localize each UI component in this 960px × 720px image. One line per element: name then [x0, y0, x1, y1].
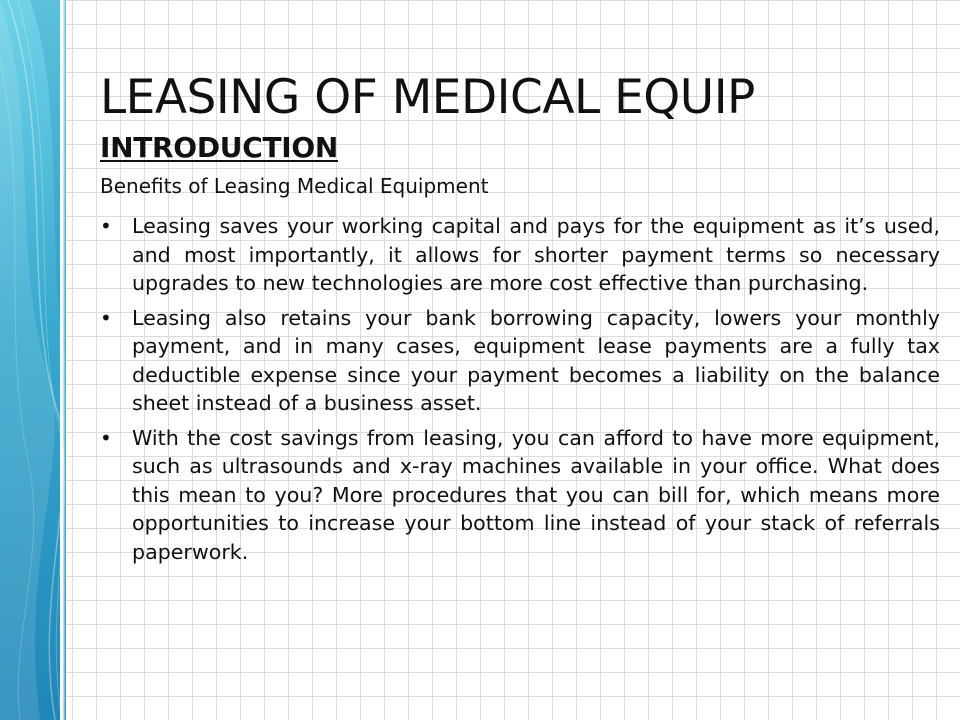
slide-content — [100, 68, 940, 572]
bullet-text: Leasing saves your working capital and pays for the equipment as it’s used, and most importantly, it allows for shorter payment terms so necessary upgrades to new technologies are more cost effective than purchasing. — [132, 214, 940, 295]
slide-subtitle: INTRODUCTION — [100, 131, 338, 164]
bullet-item — [100, 212, 940, 298]
bullet-text: Leasing also retains your bank borrowing capacity, lowers your monthly payment, and in many cases, equipment lease payments are a fully tax deductible expense since your payment becomes a liability on the balance sheet instead of a business asset. — [132, 305, 940, 415]
side-decoration-panel — [0, 0, 66, 720]
bullet-icon: • — [100, 425, 112, 450]
bullet-item — [100, 424, 940, 567]
slide-title: LEASING OF MEDICAL EQUIP — [100, 70, 755, 125]
section-heading: Benefits of Leasing Medical Equipment — [100, 174, 489, 198]
bullet-item — [100, 304, 940, 418]
side-panel-edge — [60, 0, 66, 720]
bullet-text: With the cost savings from leasing, you can afford to have more equipment, such as ultrasounds and x-ray machines available in your office. What does this mean to you? More procedures that you can bill for, which means more opportunities to increase your bottom line instead of your stack of referrals paperwork. — [132, 425, 940, 564]
bullet-list — [100, 212, 940, 566]
bullet-icon: • — [100, 214, 112, 238]
wave-pattern-graphic — [0, 0, 66, 720]
bullet-icon: • — [100, 305, 112, 330]
